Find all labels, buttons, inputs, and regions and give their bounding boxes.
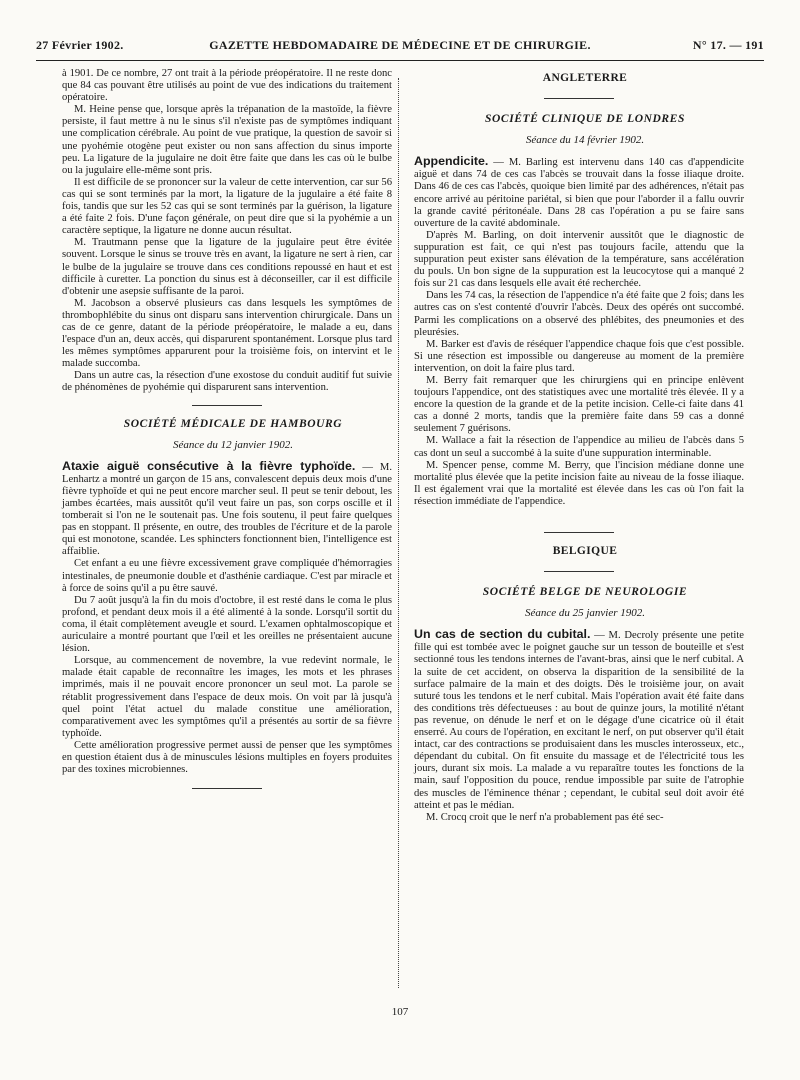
paragraph: M. Heine pense que, lorsque après la trépanation de la mastoïde, la fièvre persiste, il faut mettre à nu le sinus s'il n'existe pas de symptômes indiquant une complication cérébrale. Au point de vue pratique, la question de savoir si une pyohémie otogène peut exister ou non sans affection du sinus importe peu. La ligature de la jugulaire ne doit être faite que dans les cas où le bulbe ou la jugulaire elle-même sont pris. <box>62 104 392 176</box>
paragraph: Cet enfant a eu une fièvre excessivement grave compliquée d'hémorragies intestinales, de pneumonie double et d'asthénie cardiaque. C'est par miracle et à force de soins qu'il a pu être sauvé. <box>62 558 392 594</box>
case-text: — M. Lenhartz a montré un garçon de 15 ans, convalescent depuis deux mois d'une fièvre typhoïde et qui ne peut encore marcher seul. Il peut se tenir debout, les jambes écartées, mais aussitôt qu'il veut faire un pas, son corps oscille et il tomberait si l'on ne le soutenait pas. Une fois soutenu, il peut faire quelques pas en stoppant. Il présente, en outre, des troubles de l'écriture et de la parole qui est monotone, scandée. Les sphincters fonctionnent bien, l'intelligence est affaiblie. <box>62 461 392 558</box>
case-title: Ataxie aiguë consécutive à la fièvre typhoïde. <box>62 458 356 473</box>
case-paragraph <box>62 460 392 559</box>
right-column <box>414 68 744 824</box>
society-heading: SOCIÉTÉ CLINIQUE DE LONDRES <box>485 113 685 126</box>
country-heading: BELGIQUE <box>552 545 618 557</box>
column-divider <box>398 78 399 988</box>
case-paragraph <box>414 155 744 230</box>
paragraph: Il est difficile de se prononcer sur la valeur de cette intervention, car sur 56 cas qui se sont terminés par la mort, la ligature de la jugulaire a été faite 8 fois, tandis que sur les 52 cas qui se sont terminés par la guérison, la ligature a été faite 2 fois. D'une façon générale, on peut dire que si la pyohémie a un caractère septique, la ligature ne donne aucun résultat. <box>62 176 392 237</box>
case-text: — M. Decroly présente une petite fille qui est tombée avec le poignet gauche sur un tesson de bouteille et s'est sectionné tous les tendons internes de l'avant-bras, ainsi que le nerf cubital. A la suite de cet accident, on observa la disparition de la sensibilité de la surface palmaire de la main et des doigts. Dès le troisième jour, on avait suturé tous les tendons et le nerf cubital. Mais l'opération avait été faite dans des conditions très défectueuses : au bout de quinze jours, la motilité n'étant pas revenue, on dénude le nerf et on le dégage d'une cicatrice où il était enserré. Au cours de l'opération, en excitant le nerf, on put observer qu'il était intact, car des contractions se produisaient dans les muscles interosseux, etc., dépendant du cubital. On fit ensuite du massage et de l'électricité tous les jours, durant six mois. La malade a vu reparaître toutes les fonctions de la main, sauf l'opposition du pouce, rendue impossible par suite de l'atrophie des muscles de l'éminence thénar ; cependant, le cubital seul doit avoir été atteint et pas le médian. <box>414 630 744 811</box>
seance-date: Séance du 12 janvier 1902. <box>172 438 294 451</box>
paragraph: M. Jacobson a observé plusieurs cas dans lesquels les symptômes de thrombophlébite du sinus ont disparu sans intervention chirurgicale. Dans un cas de ce genre, datant de la période préopératoire, le malade a eu, dans l'espace d'un an, deux accès, qui disparurent spontanément. Lorsque plus tard les mêmes symptômes apparurent pour la troisième fois, on intervint et le malade succomba. <box>62 297 392 370</box>
paragraph: M. Wallace a fait la résection de l'appendice au milieu de l'abcès dans 5 cas dont un seul a succombé à la suite d'une suppuration interminable. <box>414 435 744 459</box>
case-text: — M. Barling est intervenu dans 140 cas d'appendicite aiguë et dans 74 de ces cas l'abcès se trouvait dans la fosse iliaque droite. Dans 46 de ces cas l'abcès, quoique bien limité par des adhérences, n'était pas encore arrivé au péritoine pariétal, si bien que pour l'aborder il a fallu ouvrir la grande cavité péritonéale. Dans 28 cas l'opération a pu se faire sans ouverture de la cavité abdominale. <box>414 157 744 229</box>
society-heading: SOCIÉTÉ MÉDICALE DE HAMBOURG <box>123 417 343 430</box>
paragraph: Cette amélioration progressive permet aussi de penser que les symptômes en question étaient dus à de minuscules lésions multiples en foyers produites par des toxines microbiennes. <box>62 739 392 776</box>
section-separator <box>192 405 262 406</box>
paragraph: Lorsque, au commencement de novembre, la vue redevint normale, le malade était capable de reconnaître les images, les mots et les phrases imprimés, mais il ne pouvait encore prononcer un seul mot. La parole se rétablit progressivement dans l'espace de deux mois. On voit par là jusqu'à quel point l'état actuel du malade constitue une amélioration, comparativement avec les symptômes qu'il a présentés au sortir de sa fièvre typhoïde. <box>62 655 392 739</box>
section-separator <box>192 788 262 789</box>
seance-date: Séance du 25 janvier 1902. <box>524 607 646 620</box>
header-rule <box>36 60 764 61</box>
paragraph: M. Crocq croit que le nerf n'a probablement pas été sec- <box>426 811 664 823</box>
paragraph: D'après M. Barling, on doit intervenir aussitôt que le diagnostic de suppuration est fait, ce qui n'est pas toujours facile, attendu que la suppuration peut exister sans élévation de la température, sans accélération du pouls. Un bon signe de la suppuration est la leucocytose qui a manqué 2 fois sur 21 cas dans lesquels elle avait été recherchée. <box>414 229 744 290</box>
case-title: Appendicite. <box>414 154 489 169</box>
page-header <box>36 38 764 56</box>
issue-date: 27 Février 1902. <box>36 38 124 52</box>
page-number: 107 <box>391 1006 409 1018</box>
left-column <box>62 68 392 789</box>
section-separator <box>544 571 614 572</box>
journal-title: GAZETTE HEBDOMADAIRE DE MÉDECINE ET DE CHIRURGIE. <box>209 38 591 52</box>
section-separator <box>544 98 614 99</box>
case-title: Un cas de section du cubital. <box>414 627 591 642</box>
paragraph: M. Spencer pense, comme M. Berry, que l'incision médiane donne une mortalité plus élevée que la petite incision faite au niveau de la fosse iliaque. Il est également vrai que la mortalité est élevée dans les cas où l'on fait la résection immédiate de l'appendice. <box>414 459 744 507</box>
paragraph: M. Trautmann pense que la ligature de la jugulaire peut être évitée souvent. Lorsque le sinus se trouve très en avant, la ligature ne sert à rien, car le bulbe de la jugulaire se trouve dans ces conditions repoussé en haut et est difficile à curetter. La ponction du sinus est à déconseiller, car il est difficile d'obtenir une asepsie suffisante de la paroi. <box>62 237 392 297</box>
paragraph: M. Barker est d'avis de réséquer l'appendice chaque fois que c'est possible. Si une résection est impossible ou dangereuse au moment de la première intervention, on doit la faire plus tard. <box>414 338 744 374</box>
paragraph: Dans les 74 cas, la résection de l'appendice n'a été faite que 2 fois; dans les autres cas on s'est contenté d'ouvrir l'abcès. Deux des opérés ont succombé. Parmi les complications on a observé des phlébites, des pneumonies et des pleurésies. <box>414 290 744 338</box>
paragraph: à 1901. De ce nombre, 27 ont trait à la période préopératoire. Il ne reste donc que 84 cas pouvant être utilisés au point de vue des indications du traitement opératoire. <box>62 68 392 104</box>
paragraph: Du 7 août jusqu'à la fin du mois d'octobre, il est resté dans le coma le plus profond, et pendant deux mois il a été alimenté à la sonde. Lorsqu'il sortit du coma, il était complètement aveugle et sourd. L'examen ophtalmoscopique et auriculaire a montré pourtant que l'œil et les oreilles ne présentaient aucune lésion. <box>62 594 392 655</box>
country-heading: ANGLETERRE <box>542 72 628 84</box>
paragraph: M. Berry fait remarquer que les chirurgiens qui en principe enlèvent toujours l'appendice, ont des statistiques avec une mortalité très élevée. Il y a encore la question de la grande et de la petite incision. Celle-ci faite dans 41 cas a donné 2 morts, tandis que la première faite dans 59 cas a donné seulement 7 guérisons. <box>414 374 744 435</box>
section-separator <box>544 532 614 533</box>
case-paragraph <box>414 628 744 811</box>
seance-date: Séance du 14 février 1902. <box>525 134 645 147</box>
society-heading: SOCIÉTÉ BELGE DE NEUROLOGIE <box>482 586 688 599</box>
paragraph: Dans un autre cas, la résection d'une exostose du conduit auditif fut suivie de phénomènes de pyohémie qui disparurent sans intervention. <box>62 370 392 394</box>
issue-number: N° 17. — 191 <box>692 38 764 52</box>
